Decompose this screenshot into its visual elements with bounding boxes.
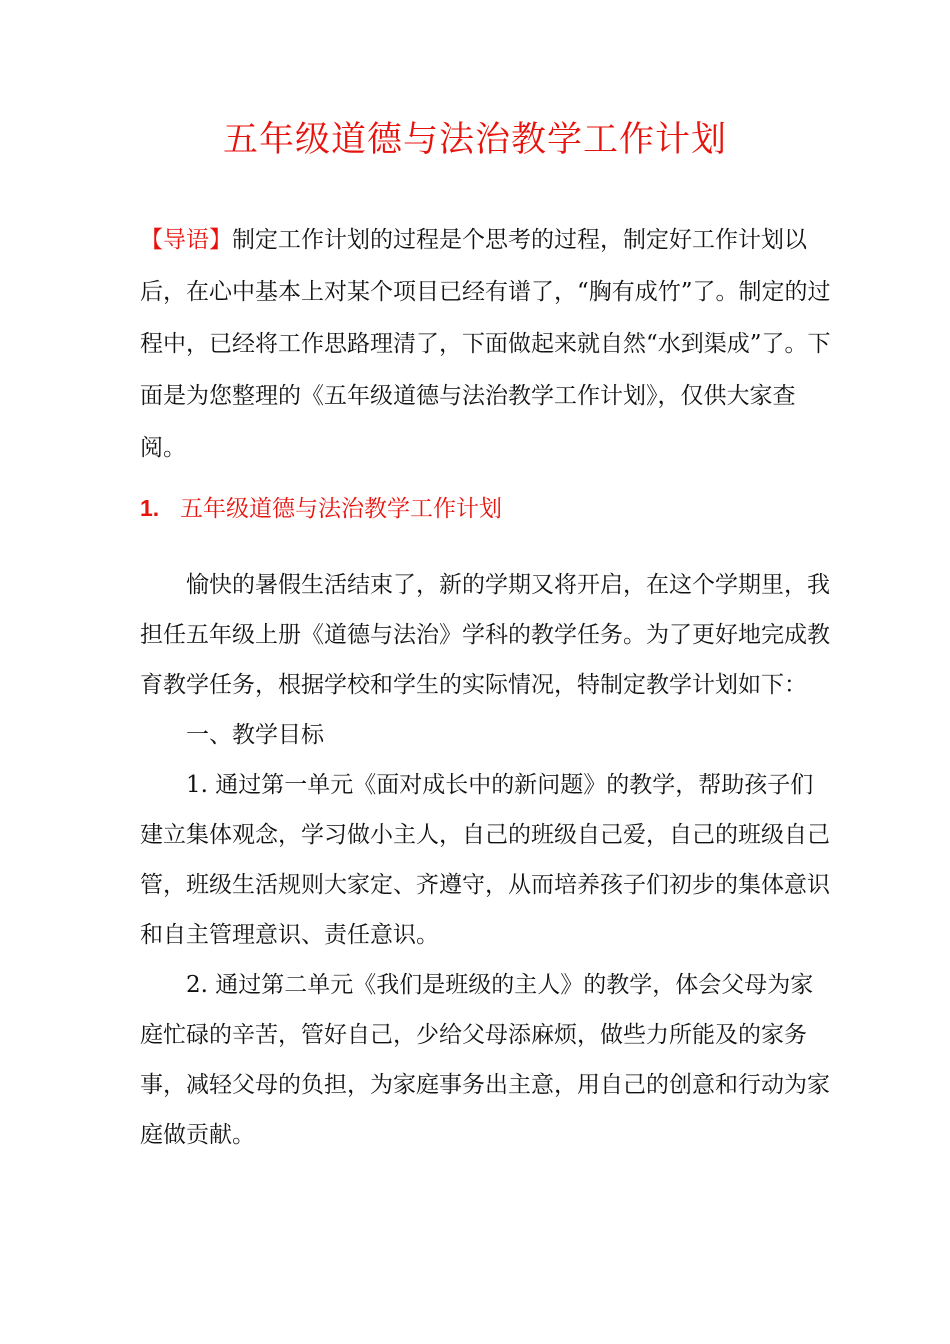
section-number: 1.	[140, 495, 160, 521]
intro-text: 制定工作计划的过程是个思考的过程，制定好工作计划以后，在心中基本上对某个项目已经有谱了，“胸有成竹”了。制定的过程中，已经将工作思路理清了，下面做起来就自然“水到渠成”了。下面是为您整理的《五年级道德与法治教学工作计划》，仅供大家查阅。	[140, 227, 831, 461]
paragraph-opening: 愉快的暑假生活结束了，新的学期又将开启，在这个学期里，我担任五年级上册《道德与法治》学科的教学任务。为了更好地完成教育教学任务，根据学校和学生的实际情况，特制定教学计划如下：	[140, 572, 830, 698]
paragraph-goal-2: 2. 通过第二单元《我们是班级的主人》的教学，体会父母为家庭忙碌的辛苦，管好自己，少给父母添麻烦，做些力所能及的家务事，减轻父母的负担，为家庭事务出主意，用自己的创意和行动为家庭做贡献。	[140, 972, 830, 1148]
section-title: 五年级道德与法治教学工作计划	[180, 496, 502, 522]
document-title: 五年级道德与法治教学工作计划	[222, 120, 727, 160]
intro-tag: 【导语】	[140, 227, 232, 253]
paragraph-heading-goals: 一、教学目标	[186, 722, 324, 748]
body-text	[140, 560, 830, 1160]
paragraph-goal-1: 1. 通过第一单元《面对成长中的新问题》的教学，帮助孩子们建立集体观念，学习做小主人，自己的班级自己爱，自己的班级自己管，班级生活规则大家定、齐遵守，从而培养孩子们初步的集体意识和自主管理意识、责任意识。	[140, 772, 830, 948]
intro-paragraph	[140, 214, 840, 474]
section-heading	[140, 488, 840, 529]
